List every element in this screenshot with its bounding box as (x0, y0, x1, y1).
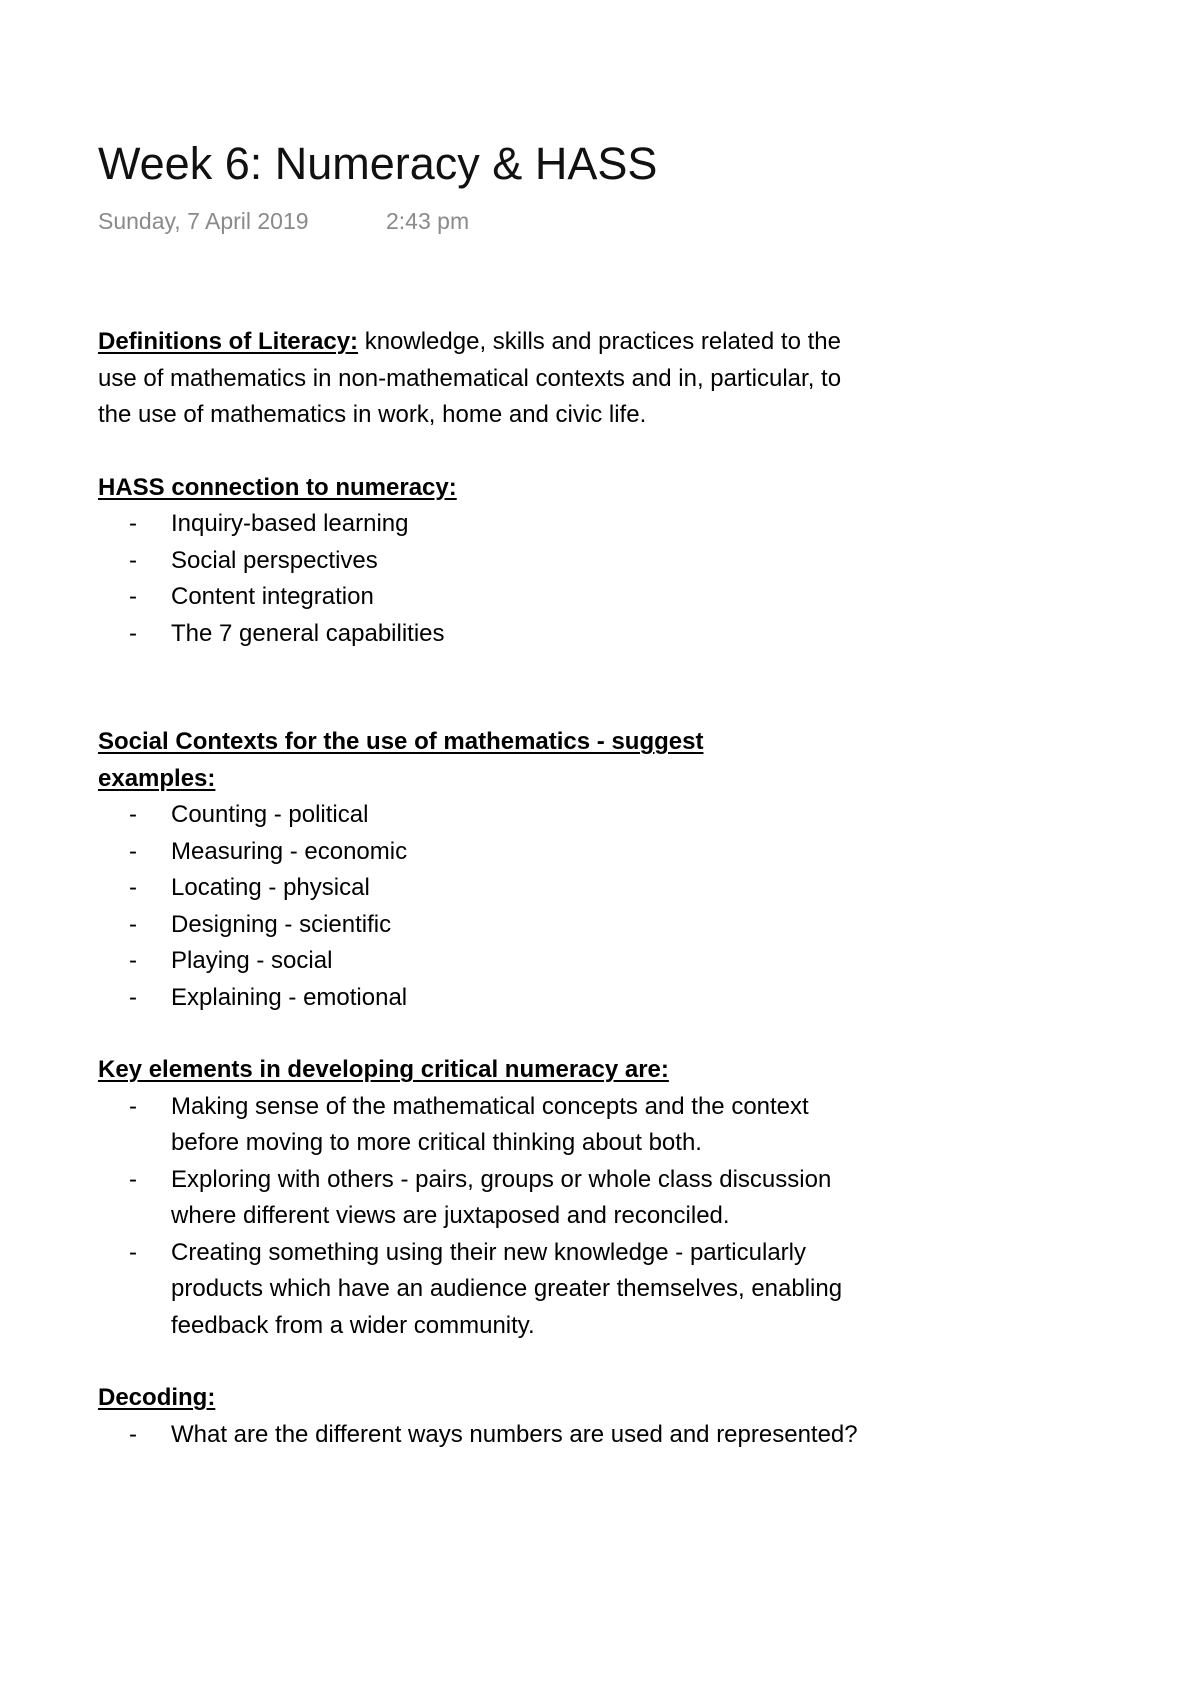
page-time: 2:43 pm (386, 208, 470, 234)
list-item-text: The 7 general capabilities (171, 619, 445, 647)
list-item-text: Designing - scientific (171, 910, 392, 938)
list-item-text: Creating something using their new knowledge - particularly products which have an audience greater themselves, enabling feedback from a wider community. (171, 1238, 843, 1339)
section-social-contexts (98, 724, 858, 1016)
dash-bullet-icon: - (129, 1165, 137, 1193)
dash-bullet-icon: - (129, 837, 137, 865)
list-item-text: Measuring - economic (171, 837, 408, 865)
list-item-text: Exploring with others - pairs, groups or whole class discussion where different views are juxtaposed and reconciled. (171, 1165, 832, 1229)
section-heading-decoding: Decoding: (98, 1384, 216, 1411)
list-item (98, 980, 858, 1017)
section-decoding (98, 1380, 858, 1453)
list-item-text: Social perspectives (171, 546, 378, 574)
list-item-text: What are the different ways numbers are used and represented? (171, 1420, 858, 1448)
section-heading-literacy: Definitions of Literacy: (98, 328, 359, 355)
list-item (98, 1235, 858, 1345)
dash-bullet-icon: - (129, 1420, 137, 1448)
section-heading-hass: HASS connection to numeracy: (98, 473, 457, 501)
dash-bullet-icon: - (129, 583, 137, 610)
section-heading-social-contexts: Social Contexts for the use of mathematics - suggest examples: (98, 728, 704, 792)
dash-bullet-icon: - (129, 619, 137, 647)
list-item (98, 543, 858, 580)
list-item (98, 943, 858, 980)
note-content (98, 324, 858, 1453)
key-elements-list (98, 1089, 858, 1345)
list-item (98, 579, 858, 616)
dash-bullet-icon: - (129, 910, 137, 938)
list-item-text: Counting - political (171, 801, 369, 828)
dash-bullet-icon: - (129, 546, 137, 574)
page-timestamp (98, 206, 469, 236)
list-item (98, 834, 858, 871)
list-item-text: Making sense of the mathematical concepts and the context before moving to more critical thinking about both. (171, 1092, 809, 1156)
dash-bullet-icon: - (129, 1092, 137, 1120)
list-item (98, 907, 858, 944)
section-heading-key-elements: Key elements in developing critical numeracy are: (98, 1056, 669, 1083)
list-item (98, 797, 858, 834)
list-item-text: Locating - physical (171, 874, 370, 901)
dash-bullet-icon: - (129, 874, 137, 901)
decoding-list (98, 1417, 858, 1454)
hass-list (98, 506, 858, 652)
social-contexts-list (98, 797, 858, 1016)
dash-bullet-icon: - (129, 983, 137, 1011)
section-key-elements (98, 1052, 858, 1344)
list-item (98, 1162, 858, 1235)
list-item (98, 506, 858, 543)
dash-bullet-icon: - (129, 947, 137, 974)
dash-bullet-icon: - (129, 1238, 137, 1266)
list-item-text: Inquiry-based learning (171, 510, 409, 537)
list-item (98, 1417, 858, 1454)
page-date: Sunday, 7 April 2019 (98, 208, 309, 234)
list-item-text: Explaining - emotional (171, 983, 408, 1011)
literacy-definition-text: knowledge, skills and practices related to the use of mathematics in non-mathematical contexts and in, particular, to the use of mathematics in work, home and civic life. (98, 328, 842, 428)
list-item (98, 616, 858, 653)
list-item-text: Content integration (171, 583, 374, 610)
list-item (98, 1089, 858, 1162)
list-item (98, 870, 858, 907)
dash-bullet-icon: - (129, 801, 137, 828)
section-hass (98, 470, 858, 653)
dash-bullet-icon: - (129, 510, 137, 537)
page-title: Week 6: Numeracy & HASS (98, 138, 658, 189)
literacy-definition (98, 324, 858, 434)
list-item-text: Playing - social (171, 947, 333, 974)
